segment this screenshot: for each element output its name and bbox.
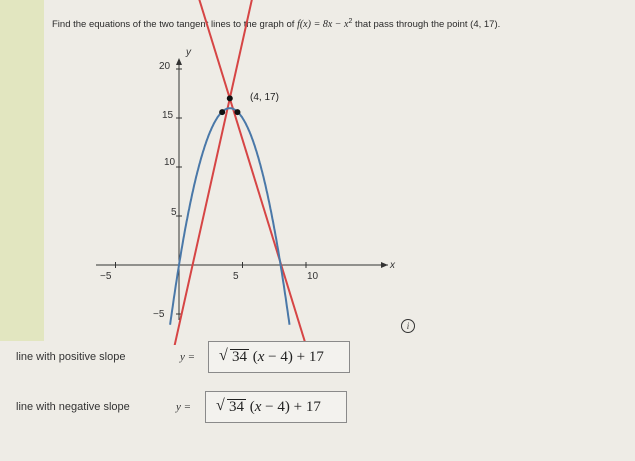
tangency-point [234,109,240,115]
question-end: . [497,19,501,31]
answer-row-positive [0,341,635,375]
function-exponent: 2 [348,18,353,25]
y-tick-label-15: 15 [162,110,174,121]
sqrt-negative: √ 34 [216,397,244,415]
answer-row-negative [0,391,635,425]
plot-curves [99,0,392,345]
sqrt-positive: √ 34 [219,347,247,365]
point-4-17 [227,95,233,101]
tick-marks [116,69,307,314]
answer-expression-positive: √ 34 (x − 4) + 17 [219,347,324,365]
axes [96,58,388,320]
axis-labels [100,47,396,320]
y-axis-arrow [176,58,182,65]
answer-input-positive[interactable] [208,341,350,373]
answer-label-negative: line with negative slope [16,401,130,413]
x-tick-label-10: 10 [307,271,319,282]
answer-eq-negative: y = [176,401,192,413]
x-axis-label: x [390,260,395,271]
y-tick-label-neg5: −5 [153,309,165,320]
y-axis-label: y [186,47,191,58]
function-lhs: f(x) [297,19,311,31]
question-prefix: Find the equations of the two tangent lines to the graph of [52,19,298,31]
answer-eq-positive: y = [180,351,196,363]
x-axis-arrow [381,262,388,268]
tangent-line-negative [198,0,392,345]
tangent-line-positive [99,0,265,345]
tangency-point [219,109,225,115]
y-tick-label-5: 5 [171,207,177,218]
function-rhs: = 8x − x [313,19,349,31]
point-label: (4, 17) [250,92,279,103]
answer-input-negative[interactable] [205,391,347,423]
x-tick-label-neg5: −5 [100,271,112,282]
answer-label-positive: line with positive slope [16,351,126,363]
y-tick-label-20: 20 [159,61,171,72]
y-tick-label-10: 10 [164,157,176,168]
answer-expression-negative: √ 34 (x − 4) + 17 [216,397,321,415]
info-icon[interactable]: i [401,319,415,333]
x-tick-label-5: 5 [233,271,239,282]
parabola-curve [170,108,289,325]
question-suffix: that pass through the point [352,19,471,31]
question-point: (4, 17) [470,19,498,31]
